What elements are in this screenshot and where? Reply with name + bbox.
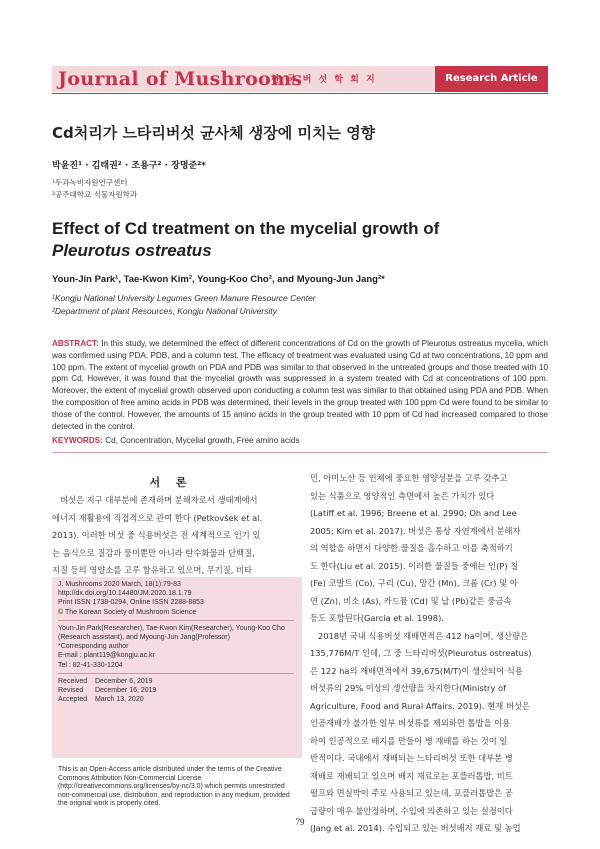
article-type-badge: Research Article — [435, 66, 548, 92]
journal-title: Journal of Mushrooms — [58, 68, 303, 90]
korean-authors: 박윤진¹ · 김태권² · 조용구² · 장명준²* — [52, 161, 206, 171]
issn-line: Print ISSN 1738-0294, Online ISSN 2288-8853 — [58, 599, 204, 607]
introduction-heading: 서 론 — [149, 476, 193, 489]
abstract — [52, 338, 548, 432]
tel-line: Tel : 82-41-330-1204 — [58, 661, 123, 669]
text-line: 있는 식품으로 영양적인 측면에서 높은 가치가 있다 — [310, 490, 495, 501]
text-line: 2005; Kim et al. 2017). 버섯은 통상 자연계에서 분해자 — [310, 525, 521, 536]
page-number: 79 — [295, 817, 305, 827]
keywords-label: KEYWORDS: — [52, 436, 103, 445]
corresponding-author: *Corresponding author — [58, 643, 129, 651]
text-line: 재배로 재배되고 있으며 배지 재료로는 포플러톱밥, 비트 — [310, 770, 513, 781]
text-line: (Jang et al. 2014). 수입되고 있는 버섯배지 재료 및 농업 — [310, 823, 521, 833]
doi-link[interactable]: http://dx.doi.org/10.14480/JM.2020.18.1.79 — [58, 590, 192, 598]
text-line: 인공재배가 불가한 일부 버섯류를 제외하면 톱밥을 이용 — [310, 718, 511, 728]
journal-title-korean: 한 국 버 섯 학 회 지 — [271, 75, 377, 85]
text-line: 하여 인공적으로 배지를 만들어 병 재배를 하는 것이 일 — [310, 735, 508, 746]
left-column-text — [52, 492, 290, 580]
section-divider — [52, 452, 548, 453]
english-title: Effect of Cd treatment on the mycelial growth of Pleurotus ostreatus — [52, 219, 440, 260]
text-line: 등도 포함된다(Garcia et al. 1998). — [310, 613, 444, 623]
accepted-date: Accepted March 13, 2020 — [58, 696, 144, 704]
citation-line: J. Mushrooms 2020 March, 18(1):79-83 — [58, 581, 181, 588]
korean-affiliation-1: ¹두과녹비자원연구센터 — [52, 178, 128, 187]
text-line: 135,776M/T 인데, 그 중 느타리버섯(Pleurotus ostreatus) — [310, 648, 532, 658]
copyright-line: © The Korean Society of Mushroom Science — [58, 608, 197, 616]
text-line: (Fe) 코발트 (Co), 구리 (Cu), 망간 (Mn), 크롬 (Cr) 및 아 — [310, 578, 518, 588]
info-divider — [58, 620, 294, 621]
english-authors: Youn-Jin Park¹, Tae-Kwon Kim², Young-Koo Cho², and Myoung-Jun Jang²* — [52, 274, 385, 285]
keywords: KEYWORDS: Cd, Concentration, Mycelial growth, Free amino acids — [52, 436, 300, 445]
author-role-line: Youn-Jin Park(Researcher), Tae-Kwon Kim(Researcher), Young-Koo Cho — [58, 624, 285, 632]
english-affiliation-2: ²Department of plant Resources, Kongju National University — [52, 306, 277, 316]
right-column-text — [310, 470, 548, 838]
text-line: 버섯류의 29% 이상의 생산량을 차지한다(Ministry of — [310, 683, 507, 693]
text-line: 버섯은 지구 대부분에 존재하며 분해자로서 생태계에서 — [60, 495, 258, 505]
text-line: 반적이다. 국내에서 재배되는 느타리버섯 또한 대부분 병 — [310, 753, 513, 763]
email-line[interactable]: E-mail : plant119@kongju.ac.kr — [58, 652, 155, 660]
abstract-label: ABSTRACT: — [52, 339, 99, 348]
text-line: 연 (Zn), 비소 (As), 카드뮴 (Cd) 및 납 (Pb)같은 중금속 — [310, 595, 512, 606]
korean-title: Cd처리가 느타리버섯 균사체 생장에 미치는 영향 — [52, 124, 376, 142]
open-access-notice: This is an Open-Access article distributed under the terms of the Creative Commons Attribution Non-Commercial License (http://creativecommons.org/licenses/by-nc/3.0) which permits unrestricted non-commercial use, distribution, and reproduction in any medium, provided the original work is properly cited. — [58, 766, 290, 808]
text-line: 급량이 매우 불안정하며, 수입에 의존하고 있는 실정이다 — [310, 805, 513, 816]
text-line: 은 122 ha의 재배면적에서 39,675(M/T)이 생산되어 식용 — [310, 665, 523, 676]
author-role-line: (Research assistant), and Myoung-Jun Jang(Professor) — [58, 634, 230, 642]
header-rule — [52, 93, 548, 94]
english-affiliation-1: ¹Kongju National University Legumes Green Manure Resource Center — [52, 293, 316, 303]
text-line: 의 역할을 하면서 다양한 물질을 흡수하고 이를 축적하기 — [310, 543, 513, 553]
text-line: 2018년 국내 식용버섯 재배면적은 412 ha이며, 생산량은 — [318, 630, 529, 641]
text-line: 펄프와 면실박이 주로 사용되고 있는데, 포플러톱밥은 공 — [310, 788, 513, 798]
text-line: 도 한다(Liu et al. 2015). 이러한 물질들 중에는 인(P) 칠 — [310, 560, 519, 571]
text-line: (Latiff et al. 1996; Breene et al. 2990; Oh and Lee — [310, 508, 517, 518]
text-line: 는 음식으로 질감과 풍미뿐만 아니라 탄수화물과 단백질, — [52, 547, 255, 558]
article-info — [58, 580, 300, 704]
korean-affiliation-2: ²공주대학교 식물자원학과 — [52, 190, 138, 199]
text-line: 민, 아미노산 등 인체에 중요한 영양성분을 고루 갖추고 — [310, 473, 508, 483]
info-divider — [58, 673, 294, 674]
text-line: Agriculture, Food and Rural Affairs. 2019). 현재 버섯은 — [310, 700, 530, 711]
text-line: 지질 등의 영양소를 고루 함유하고 있으며, 무기질, 비타 — [52, 565, 253, 575]
text-line: 2013). 이러한 버섯 중 식용버섯은 전 세계적으로 인기 있 — [52, 530, 261, 540]
text-line: 에너지 재활용에 직접적으로 관여 한다 (Petkovšek et al. — [52, 512, 263, 523]
abstract-text: In this study, we determined the effect of different concentrations of Cd on the growth of Pleurotus ostreatus mycelia, which was confirmed using PDA, PDB, and a column test. The efficacy of treatment was evaluated using Cd at two concentrations, 10 ppm and 100 ppm. The extent of mycelial growth on PDA and PDB was similar to that observed in the untreated groups and those treated with 10 ppm Cd. However, it was found that the mycelial growth was suppressed in a system treated with Cd at concentrations of 100 ppm. Moreover, the extent of mycelial growth observed upon conducting a column test was similar to that obtained using PDA and PDB. When the composition of free amino acids in PDB was determined, their levels in the group treated with 100 ppm Cd were found to be similar to those of the control. However, the amounts of 15 amino acids in the group treated with 10 ppm of Cd had increased compared to those detected in the control. — [52, 339, 548, 431]
received-date: Received December 6, 2019 — [58, 677, 153, 685]
revised-date: Revised December 16, 2019 — [58, 687, 157, 695]
